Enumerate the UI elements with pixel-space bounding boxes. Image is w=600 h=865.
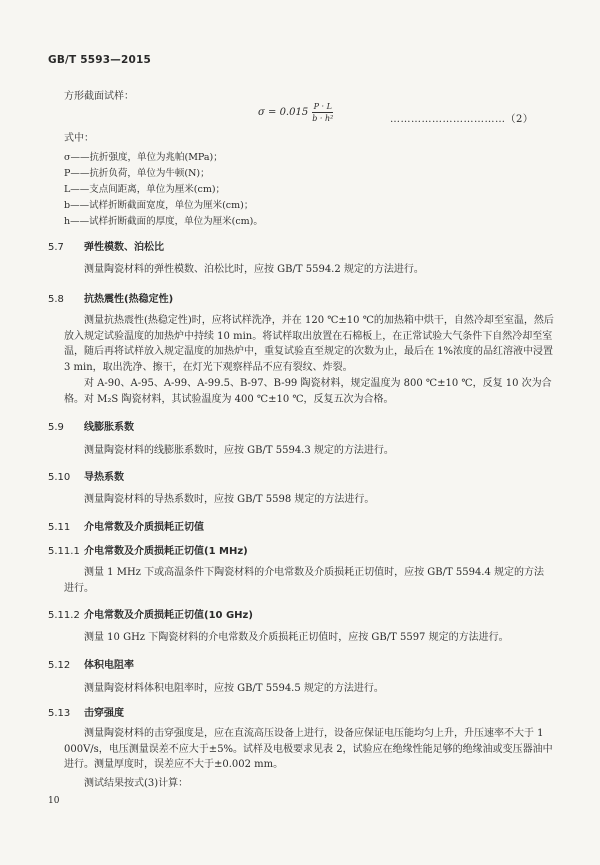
definition-item: P——抗折负荷，单位为牛顿(N)； xyxy=(64,168,210,179)
paragraph-5-8-m2s: 对 M₂S 陶瓷材料，其试验温度为 400 ℃±10 ℃，反复五次为合格。 xyxy=(84,394,394,405)
section-heading-5-11-2: 5.11.2 介电常数及介质损耗正切值(10 GHz) xyxy=(48,610,253,621)
paragraph-5-8-ceramics: 对 A-90、A-95、A-99、A-99.5、B-97、B-99 陶瓷材料，规定温度为 800 ℃±10 ℃，反复 10 次为合格。 xyxy=(64,378,552,405)
formula-fraction xyxy=(312,102,333,123)
definition-item: h——试样折断截面的厚度，单位为厘米(cm)。 xyxy=(64,216,263,227)
section-heading-5-11: 5.11 介电常数及介质损耗正切值 xyxy=(48,522,204,533)
section-heading-5-13: 5.13 击穿强度 xyxy=(48,708,124,719)
section-heading-5-7: 5.7 弹性模数、泊松比 xyxy=(48,242,164,253)
definition-item: σ——抗折强度，单位为兆帕(MPa)； xyxy=(64,152,223,163)
section-heading-5-10: 5.10 导热系数 xyxy=(48,472,124,483)
standard-code: GB/T 5593—2015 xyxy=(48,54,152,66)
formula-numerator: P · L xyxy=(313,102,332,111)
equation-number: ……………………………（2） xyxy=(390,114,534,125)
paragraph-5-11-2: 测量 10 GHz 下陶瓷材料的介电常数及介质损耗正切值时，应按 GB/T 5597 规定的方法进行。 xyxy=(84,632,509,643)
section-heading-5-12: 5.12 体积电阻率 xyxy=(48,660,134,671)
fraction-bar xyxy=(312,112,333,113)
formula-2 xyxy=(258,102,333,123)
paragraph-5-13-formula-intro: 测试结果按式(3)计算： xyxy=(84,778,189,789)
section-heading-5-9: 5.9 线膨胀系数 xyxy=(48,422,134,433)
section-heading-5-8: 5.8 抗热震性(热稳定性) xyxy=(48,294,174,305)
paragraph-5-7: 测量陶瓷材料的弹性模数、泊松比时，应按 GB/T 5594.2 规定的方法进行。 xyxy=(84,264,424,275)
paragraph-5-9: 测量陶瓷材料的线膨胀系数时，应按 GB/T 5594.3 规定的方法进行。 xyxy=(84,445,394,456)
paragraph-5-10: 测量陶瓷材料的导热系数时，应按 GB/T 5598 规定的方法进行。 xyxy=(84,494,375,505)
page-number: 10 xyxy=(48,796,60,806)
section-heading-5-11-1: 5.11.1 介电常数及介质损耗正切值(1 MHz) xyxy=(48,546,248,557)
paragraph-5-12: 测量陶瓷材料体积电阻率时，应按 GB/T 5594.5 规定的方法进行。 xyxy=(84,683,384,694)
formula-lhs: σ = 0.015 xyxy=(258,107,309,118)
definition-item: L——支点间距离，单位为厘米(cm)； xyxy=(64,184,226,195)
paragraph-5-13: 测量陶瓷材料的击穿强度是，应在直流高压设备上进行，设备应保证电压能均匀上升，升压速率不大于 1 000V/s，电压测量误差不应大于±5%。试样及电极要求见表 2，试验应在绝缘性能足够的绝缘油或变压器油中进行。测量厚度时，误差应不大于±0.002 mm。 xyxy=(64,728,553,770)
formula-denominator: b · h² xyxy=(312,114,334,123)
paragraph-5-8-main: 测量抗热震性(热稳定性)时，应将试样洗净，并在 120 ℃±10 ℃的加热箱中烘干，自然冷却至室温，然后放入规定试验温度的加热炉中持续 10 min。将试样取出放置在石棉板上，在正常试验大气条件下自然冷却至室温，随后再将试样放入规定温度的加热炉中，重复试验直至规定的次数为止，最后在 1%浓度的品红溶液中浸置 3 min，取出洗净、擦干，在灯光下观察样品不应有裂纹、炸裂。 xyxy=(64,315,554,373)
definitions-intro: 式中： xyxy=(64,133,94,144)
paragraph-5-11-1: 测量 1 MHz 下或高温条件下陶瓷材料的介电常数及介质损耗正切值时，应按 GB/T 5594.4 规定的方法进行。 xyxy=(64,567,545,594)
definition-item: b——试样折断截面宽度，单位为厘米(cm)； xyxy=(64,200,254,211)
formula-label: 方形截面试样： xyxy=(64,91,134,102)
definitions-list xyxy=(64,150,263,230)
